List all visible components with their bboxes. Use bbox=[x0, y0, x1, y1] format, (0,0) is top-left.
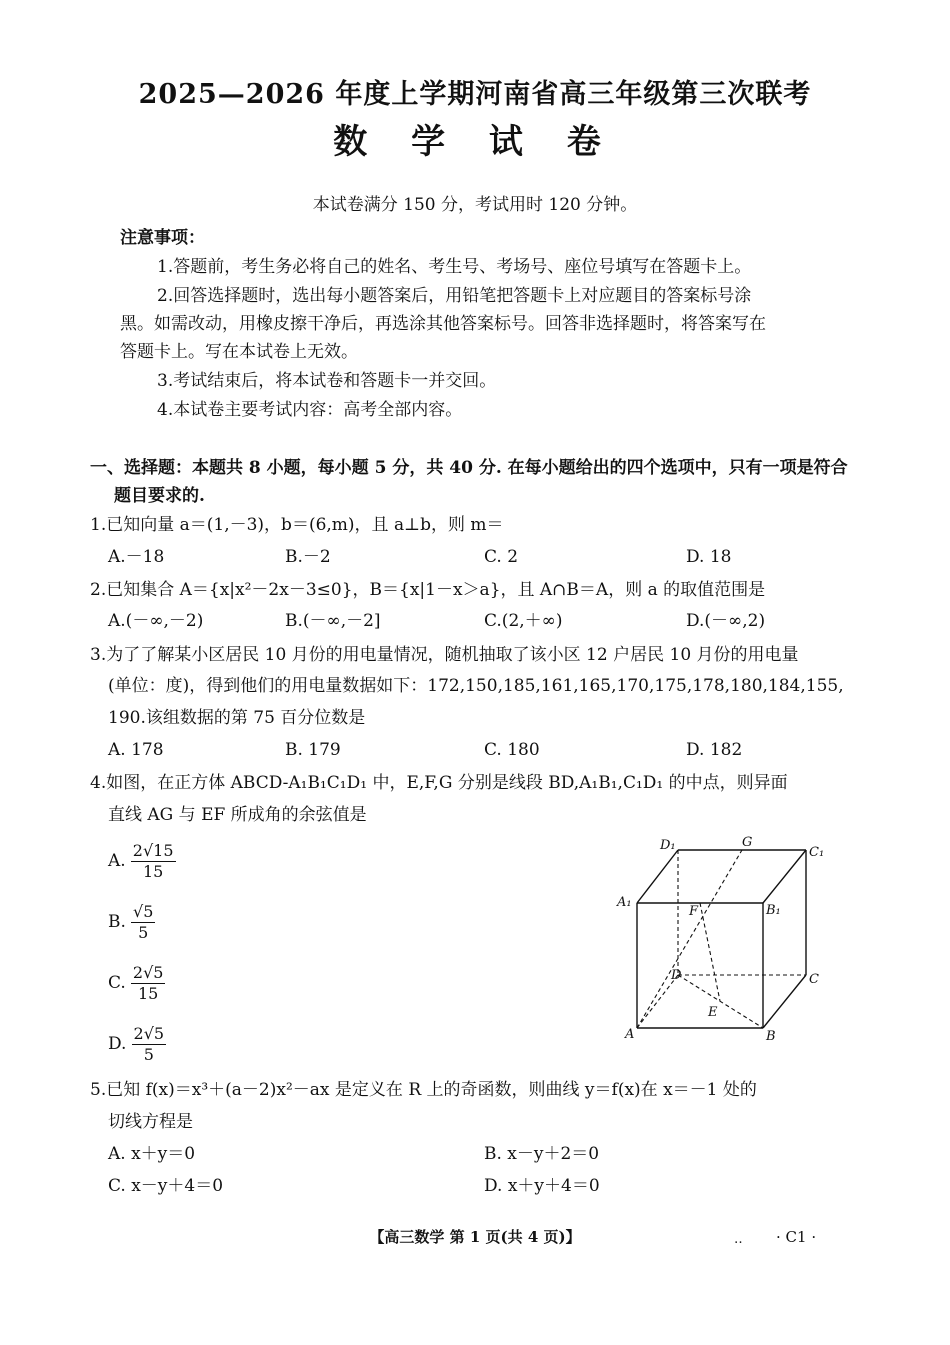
fraction bbox=[132, 1025, 167, 1064]
notice-item: 4.本试卷主要考试内容：高考全部内容。 bbox=[157, 400, 463, 420]
label-c: C bbox=[809, 972, 819, 987]
page-footer: 【高三数学 第 1 页(共 4 页)】 bbox=[369, 1228, 581, 1246]
numerator: √5 bbox=[133, 902, 154, 921]
notice-item: 3.考试结束后，将本试卷和答题卡一并交回。 bbox=[157, 371, 497, 391]
label-g: G bbox=[742, 835, 753, 850]
question-5-option-a: A. x＋y＝0 bbox=[108, 1144, 196, 1164]
question-4-option-c bbox=[108, 964, 165, 1003]
question-4-option-d bbox=[108, 1025, 166, 1064]
fraction bbox=[131, 903, 155, 942]
question-4-option-a bbox=[108, 842, 176, 881]
notice-item: 1.答题前，考生务必将自己的姓名、考生号、考场号、座位号填写在答题卡上。 bbox=[157, 257, 752, 277]
option-label: D. bbox=[108, 1034, 127, 1054]
option-label: B. bbox=[108, 912, 126, 932]
question-3-stem: 3.为了了解某小区居民 10 月份的用电量情况，随机抽取了该小区 12 户居民 10 月份的用电量 bbox=[90, 645, 799, 665]
question-4-stem: 4.如图，在正方体 ABCD-A₁B₁C₁D₁ 中，E,F,G 分别是线段 BD,A₁B₁,C₁D₁ 的中点，则异面 bbox=[90, 773, 788, 793]
option-label: C. bbox=[108, 973, 126, 993]
label-c1: C₁ bbox=[809, 845, 825, 860]
edge-b1c1 bbox=[763, 850, 806, 903]
label-d: D bbox=[671, 968, 682, 983]
question-2-option-b: B.(－∞,－2] bbox=[285, 611, 381, 631]
denominator: 5 bbox=[138, 923, 149, 942]
notice-heading: 注意事项： bbox=[120, 228, 205, 248]
edge-bc bbox=[763, 975, 806, 1028]
numerator: 2√5 bbox=[133, 1024, 165, 1043]
question-5-option-b: B. x－y＋2＝0 bbox=[484, 1144, 600, 1164]
question-1-stem: 1.已知向量 a＝(1,－3)，b＝(6,m)，且 a⊥b，则 m＝ bbox=[90, 515, 504, 535]
numerator: 2√15 bbox=[132, 841, 174, 860]
segment-bd bbox=[678, 975, 763, 1028]
notice-item: 黑。如需改动，用橡皮擦干净后，再选涂其他答案标号。回答非选择题时，将答案写在 bbox=[120, 314, 766, 334]
option-label: A. bbox=[108, 851, 126, 871]
question-4-stem-cont: 直线 AG 与 EF 所成角的余弦值是 bbox=[108, 805, 367, 825]
segment-ag bbox=[637, 850, 742, 1028]
question-5-option-c: C. x－y＋4＝0 bbox=[108, 1176, 224, 1196]
question-2-option-a: A.(－∞,－2) bbox=[108, 611, 204, 631]
question-1-option-c: C. 2 bbox=[484, 547, 519, 567]
denominator: 15 bbox=[138, 984, 159, 1003]
question-1-option-d: D. 18 bbox=[686, 547, 732, 567]
question-1-option-a: A.－18 bbox=[108, 547, 165, 567]
label-a1: A₁ bbox=[617, 895, 632, 910]
question-3-option-d: D. 182 bbox=[686, 740, 743, 760]
question-5-option-d: D. x＋y＋4＝0 bbox=[484, 1176, 600, 1196]
fraction bbox=[131, 964, 166, 1003]
denominator: 5 bbox=[143, 1045, 154, 1064]
subject-title: 数 学 试 卷 bbox=[333, 122, 617, 162]
notice-item: 2.回答选择题时，选出每小题答案后，用铅笔把答题卡上对应题目的答案标号涂 bbox=[157, 286, 752, 306]
question-4-option-b bbox=[108, 903, 155, 942]
segment-ef bbox=[700, 903, 720, 1001]
label-a: A bbox=[625, 1027, 635, 1042]
section-heading: 一、选择题：本题共 8 小题，每小题 5 分，共 40 分. 在每小题给出的四个选项中，只有一项是符合 bbox=[90, 458, 848, 478]
fraction bbox=[131, 842, 176, 881]
question-2-option-c: C.(2,＋∞) bbox=[484, 611, 563, 631]
paper-code: · C1 · bbox=[776, 1228, 817, 1246]
question-3-stem-cont: (单位：度)，得到他们的用电量数据如下：172,150,185,161,165,170,175,178,180,184,155, bbox=[108, 676, 844, 696]
exam-info: 本试卷满分 150 分，考试用时 120 分钟。 bbox=[312, 195, 638, 215]
label-b1: B₁ bbox=[766, 903, 781, 918]
cube-figure bbox=[610, 830, 830, 1045]
question-2-stem: 2.已知集合 A＝{x|x²－2x－3≤0}，B＝{x|1－x＞a}，且 A∩B＝A，则 a 的取值范围是 bbox=[90, 580, 766, 600]
label-f: F bbox=[689, 904, 699, 919]
label-d1: D₁ bbox=[660, 838, 676, 853]
question-2-option-d: D.(－∞,2) bbox=[686, 611, 766, 631]
question-1-option-b: B.－2 bbox=[285, 547, 331, 567]
label-b: B bbox=[766, 1029, 776, 1044]
edge-a1d1 bbox=[637, 850, 678, 903]
question-3-option-a: A. 178 bbox=[108, 740, 164, 760]
section-heading-cont: 题目要求的. bbox=[114, 486, 205, 506]
question-3-option-b: B. 179 bbox=[285, 740, 341, 760]
question-5-stem-cont: 切线方程是 bbox=[108, 1112, 193, 1132]
label-e: E bbox=[708, 1005, 718, 1020]
question-5-stem: 5.已知 f(x)＝x³＋(a－2)x²－ax 是定义在 R 上的奇函数，则曲线 y＝f(x)在 x＝－1 处的 bbox=[90, 1080, 757, 1100]
question-3-stem-cont: 190.该组数据的第 75 百分位数是 bbox=[108, 708, 366, 728]
numerator: 2√5 bbox=[132, 963, 164, 982]
denominator: 15 bbox=[142, 862, 164, 881]
footer-dots: ‥ bbox=[734, 1232, 743, 1247]
exam-title: 2025—2026 年度上学期河南省高三年级第三次联考 bbox=[138, 79, 812, 110]
notice-item: 答题卡上。写在本试卷上无效。 bbox=[120, 342, 358, 362]
question-3-option-c: C. 180 bbox=[484, 740, 540, 760]
